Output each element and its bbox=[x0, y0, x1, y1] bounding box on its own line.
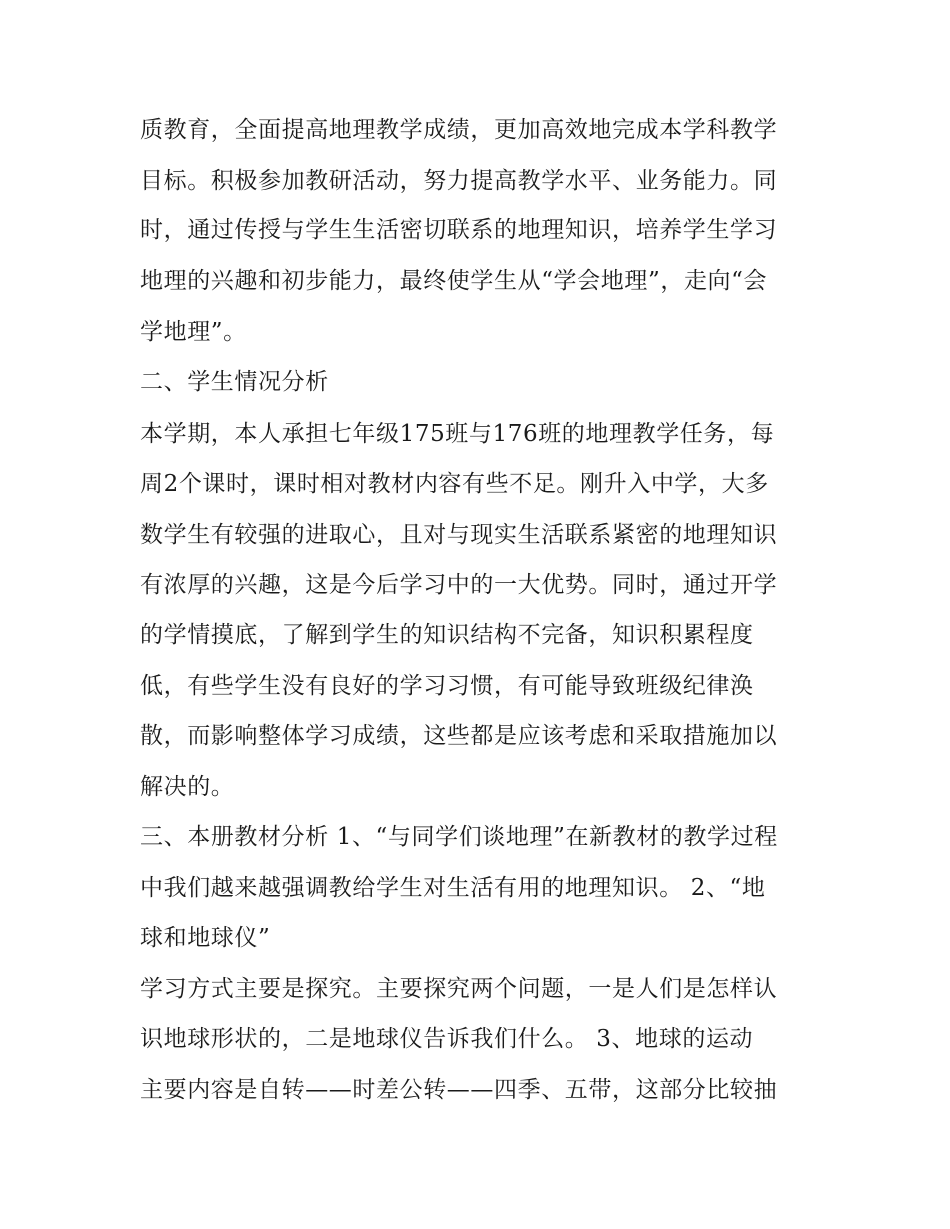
text-line: 地理的兴趣和初步能力，最终使学生从“学会地理”，走向“会 bbox=[140, 268, 768, 294]
section-heading: 三、本册教材分析 1、“与同学们谈地理”在新教材的教学过程 bbox=[140, 824, 778, 850]
text-line: 散，而影响整体学习成绩，这些都是应该考虑和采取措施加以 bbox=[140, 723, 778, 749]
text-line: 学地理”。 bbox=[140, 319, 247, 345]
text-line: 本学期，本人承担七年级175班与176班的地理教学任务，每 bbox=[140, 421, 775, 447]
text-line: 时，通过传授与学生生活密切联系的地理知识，培养学生学习 bbox=[140, 217, 778, 243]
text-line: 的学情摸底，了解到学生的知识结构不完备，知识积累程度 bbox=[140, 622, 754, 648]
text-line: 球和地球仪” bbox=[140, 925, 271, 951]
text-line: 数学生有较强的进取心，且对与现实生活联系紧密的地理知识 bbox=[140, 522, 778, 548]
text-line: 质教育，全面提高地理教学成绩，更加高效地完成本学科教学 bbox=[140, 117, 778, 143]
text-line: 中我们越来越强调教给学生对生活有用的地理知识。 2、“地 bbox=[140, 875, 766, 901]
text-line: 有浓厚的兴趣，这是今后学习中的一大优势。同时，通过开学 bbox=[140, 572, 778, 598]
text-line: 主要内容是自转——时差公转——四季、五带，这部分比较抽 bbox=[140, 1077, 778, 1103]
text-line: 识地球形状的，二是地球仪告诉我们什么。 3、地球的运动 bbox=[140, 1026, 754, 1052]
section-heading: 二、学生情况分析 bbox=[140, 369, 329, 395]
text-line: 低，有些学生没有良好的学习习惯，有可能导致班级纪律涣 bbox=[140, 673, 754, 699]
text-line: 目标。积极参加教研活动，努力提高教学水平、业务能力。同 bbox=[140, 168, 778, 194]
text-line: 周2个课时，课时相对教材内容有些不足。刚升入中学，大多 bbox=[140, 471, 769, 497]
text-line: 解决的。 bbox=[140, 774, 235, 800]
text-line: 学习方式主要是探究。主要探究两个问题，一是人们是怎样认 bbox=[140, 976, 778, 1002]
